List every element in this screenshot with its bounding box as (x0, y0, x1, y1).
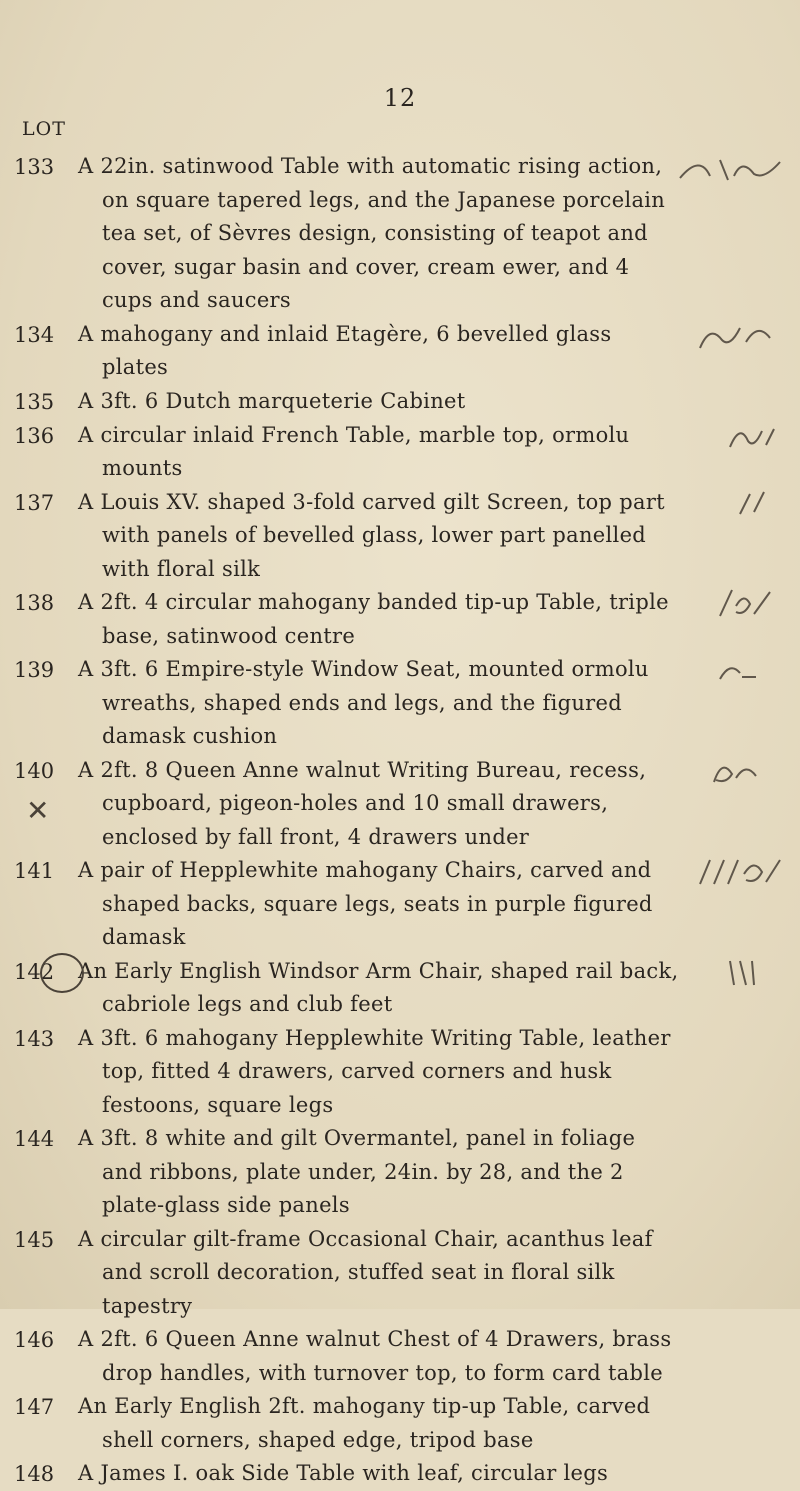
lot-description: A Louis XV. shaped 3-fold carved gilt Screen, top part with panels of bevelled glass, lower part panelled with floral silk (78, 489, 665, 581)
lot-entry (0, 419, 800, 486)
lot-number: 145 (14, 1227, 55, 1252)
lot-entry (0, 1022, 800, 1123)
lot-number: 134 (14, 322, 55, 347)
handwritten-price-annotation (670, 586, 790, 620)
lot-entry (0, 150, 800, 318)
lot-entry (0, 1122, 800, 1223)
lot-number: 140 (14, 758, 55, 783)
lot-entry (0, 318, 800, 385)
lot-description: A 2ft. 4 circular mahogany banded tip-up Table, triple base, satinwood centre (78, 590, 669, 648)
lot-description: A 3ft. 6 Empire-style Window Seat, mounted ormolu wreaths, shaped ends and legs, and the figured damask cushion (78, 657, 649, 748)
lot-description: A 3ft. 6 mahogany Hepplewhite Writing Table, leather top, fitted 4 drawers, carved corners and husk festoons, square legs (78, 1025, 671, 1117)
handwritten-price-annotation (670, 318, 790, 352)
lot-number: 146 (14, 1328, 55, 1352)
lot-description: A mahogany and inlaid Etagère, 6 bevelled glass plates (78, 321, 612, 379)
lot-number: 148 (14, 1462, 55, 1486)
lot-entry (0, 486, 800, 587)
handwritten-price-annotation (670, 754, 790, 788)
handwritten-price-annotation (670, 955, 790, 989)
lot-number: 138 (14, 591, 55, 615)
lot-entry (0, 1323, 800, 1390)
handwritten-price-annotation (670, 653, 790, 687)
lot-entry (0, 754, 800, 855)
lot-number: 133 (14, 155, 55, 179)
lot-number: 139 (14, 658, 55, 682)
lot-number: 142 (14, 959, 55, 984)
lot-entry (0, 586, 800, 653)
lot-number: 136 (14, 423, 55, 448)
lot-list (0, 150, 800, 1491)
lot-description: An Early English Windsor Arm Chair, shaped rail back, cabriole legs and club feet (78, 958, 679, 1016)
lot-description: A circular inlaid French Table, marble top, ormolu mounts (78, 422, 630, 480)
handwritten-price-annotation (670, 486, 790, 520)
lot-entry (0, 385, 800, 419)
lot-description: A James I. oak Side Table with leaf, circular legs (78, 1461, 609, 1485)
circled-lot-mark-icon (40, 953, 84, 993)
lot-description: A 22in. satinwood Table with automatic rising action, on square tapered legs, and the Japanese porcelain tea set, of Sèvres design, consisting of teapot and cover, sugar basin and cover, cream ewer, and 4 cups and saucers (78, 154, 666, 312)
lot-description: An Early English 2ft. mahogany tip-up Table, carved shell corners, shaped edge, tripod base (78, 1394, 651, 1452)
lot-entry (0, 1223, 800, 1324)
lot-number: 147 (14, 1395, 55, 1419)
lot-description: A 3ft. 8 white and gilt Overmantel, panel in foliage and ribbons, plate under, 24in. by 28, and the 2 plate-glass side panels (78, 1126, 636, 1217)
lot-number: 143 (14, 1026, 55, 1051)
lot-number: 137 (14, 490, 55, 515)
lot-number: 141 (14, 859, 55, 883)
lot-description: A 2ft. 8 Queen Anne walnut Writing Bureau, recess, cupboard, pigeon-holes and 10 small drawers, enclosed by fall front, 4 drawers under (78, 757, 647, 849)
handwritten-price-annotation (670, 854, 790, 888)
lot-description: A 2ft. 6 Queen Anne walnut Chest of 4 Drawers, brass drop handles, with turnover top, to form card table (78, 1327, 672, 1385)
lot-description: A circular gilt-frame Occasional Chair, acanthus leaf and scroll decoration, stuffed seat in floral silk tapestry (78, 1226, 653, 1318)
lot-entry (0, 854, 800, 955)
handwritten-price-annotation (670, 150, 790, 184)
lot-entry (0, 1457, 800, 1491)
page-number: 12 (383, 84, 417, 112)
lot-number: 144 (14, 1127, 55, 1151)
lot-entry (0, 1390, 800, 1457)
lot-description: A pair of Hepplewhite mahogany Chairs, carved and shaped backs, square legs, seats in purple figured damask (78, 858, 653, 949)
lot-entry (0, 653, 800, 754)
lot-entry (0, 955, 800, 1022)
lot-number: 135 (14, 389, 55, 414)
handwritten-price-annotation (670, 419, 790, 453)
cross-mark-icon: ✕ (26, 793, 50, 827)
lot-column-header: LOT (22, 118, 66, 140)
lot-description: A 3ft. 6 Dutch marqueterie Cabinet (78, 388, 466, 413)
